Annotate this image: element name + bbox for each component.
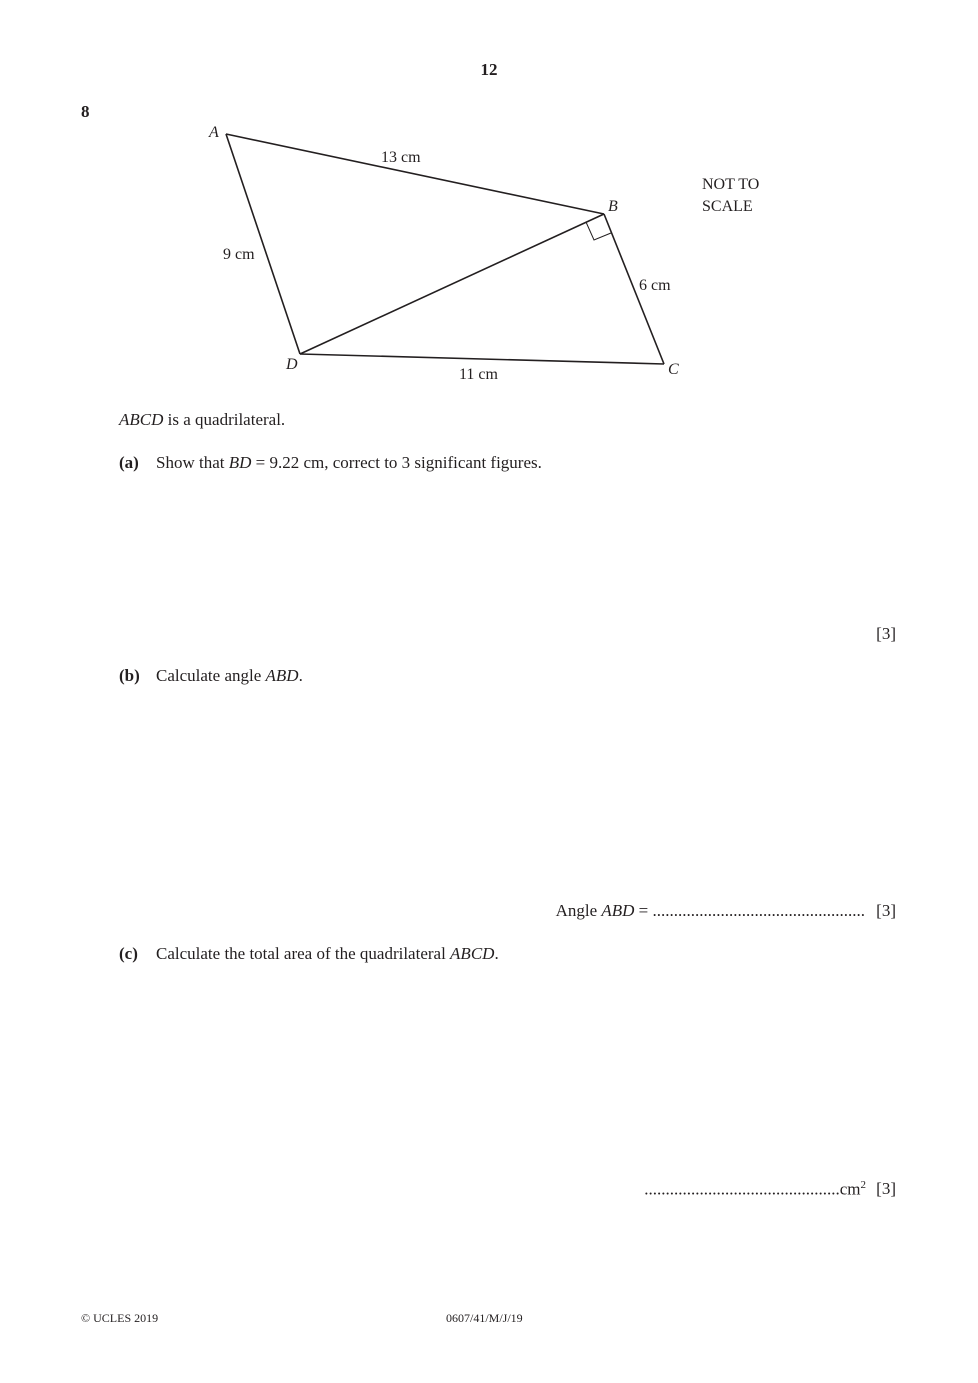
part-c-question: Calculate the total area of the quadrilateral ABCD.	[156, 944, 499, 963]
intro-text	[119, 410, 285, 430]
vertex-c-label: C	[668, 361, 679, 378]
vertex-d-label: D	[286, 356, 298, 373]
side-dc	[300, 354, 664, 364]
diagonal-bd	[300, 214, 604, 354]
quadrilateral-diagram	[0, 0, 978, 400]
question-number: 8	[81, 102, 90, 121]
right-angle-marker	[586, 222, 611, 240]
intro-shape: ABCD	[119, 410, 164, 429]
part-a-label: (a)	[119, 453, 139, 472]
not-to-scale-line2: SCALE	[702, 198, 753, 215]
vertex-b-label: B	[608, 198, 618, 215]
side-ad	[226, 134, 300, 354]
page-number: 12	[480, 60, 498, 79]
length-ab-label: 13 cm	[381, 149, 421, 166]
length-dc-label: 11 cm	[459, 366, 498, 383]
part-b-marks: [3]	[876, 901, 896, 920]
length-ad-label: 9 cm	[223, 246, 255, 263]
not-to-scale-line1: NOT TO	[702, 176, 760, 193]
shape-abcd: ABCD	[450, 944, 495, 963]
part-b-label: (b)	[119, 666, 140, 685]
footer-code: 0607/41/M/J/19	[446, 1311, 523, 1325]
length-bc-label: 6 cm	[639, 277, 671, 294]
footer-copyright: © UCLES 2019	[81, 1311, 159, 1325]
part-b-answer-line[interactable]: Angle ABD = ..................................................	[555, 901, 865, 920]
answer-dots-b: ..................................................	[652, 901, 865, 920]
part-a-question: Show that BD = 9.22 cm, correct to 3 significant figures.	[156, 453, 542, 472]
part-c-answer-line[interactable]: $..............................................cm^2$	[644, 1179, 866, 1199]
side-ab	[226, 134, 604, 214]
answer-dots-c: ..............................................	[644, 1179, 840, 1199]
vertex-a-label: A	[209, 124, 219, 141]
part-c-marks: [3]	[876, 1179, 896, 1198]
part-a-marks: [3]	[876, 624, 896, 643]
part-c-label: (c)	[119, 944, 138, 963]
intro-rest: is a quadrilateral.	[163, 410, 286, 429]
angle-abd: ABD	[265, 666, 299, 685]
segment-bd: BD	[228, 453, 252, 472]
part-b-question: Calculate angle ABD.	[156, 666, 303, 685]
